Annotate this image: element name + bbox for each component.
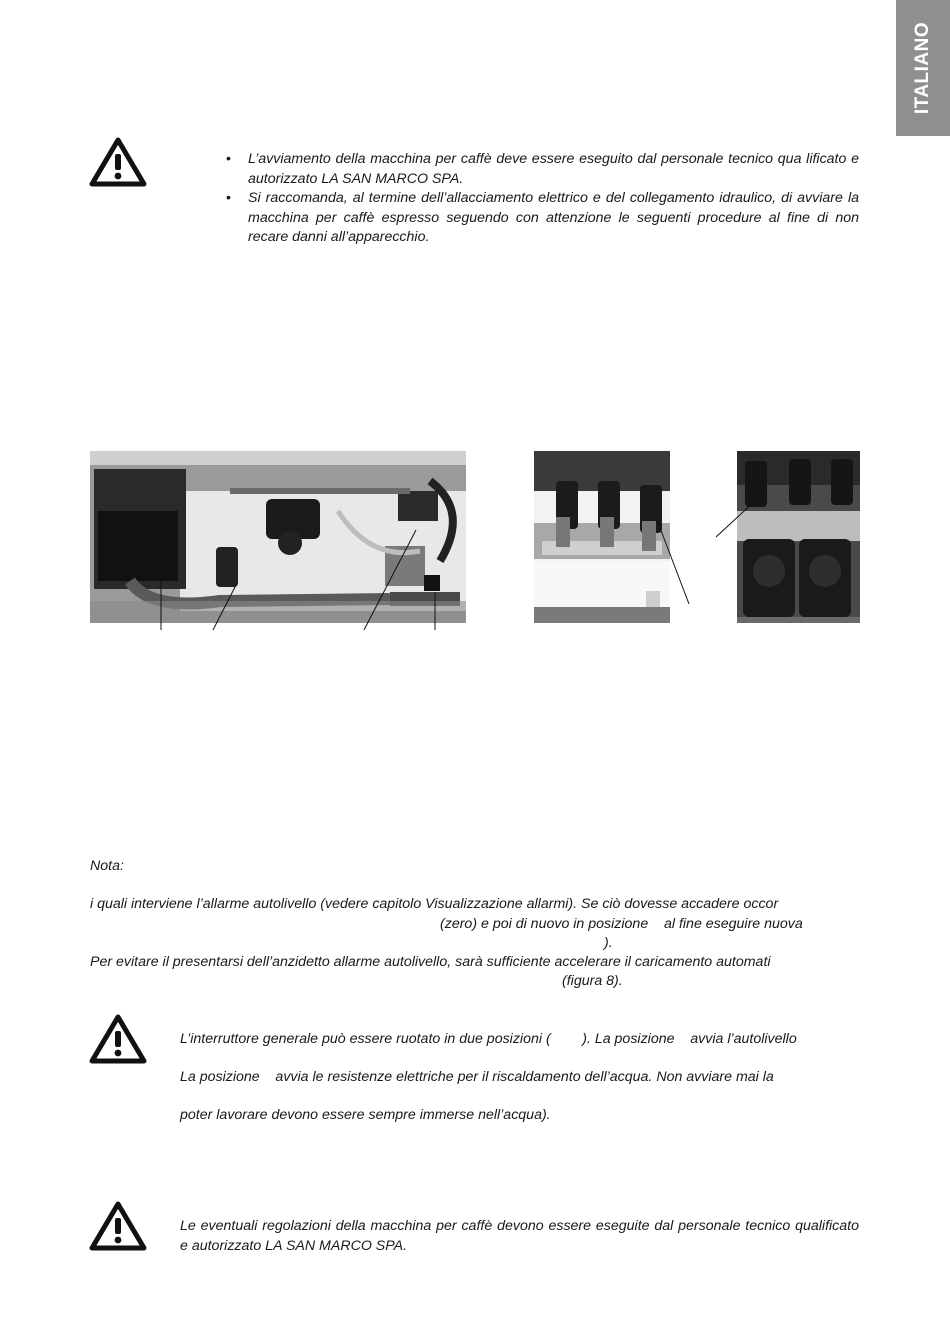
switch-warning-line: La posizione avvia le resistenze elettriche per il riscaldamento dell’acqua. Non avviare mai la xyxy=(180,1069,774,1085)
adjustment-warning-text: Le eventuali regolazioni della macchina per caffè devono essere eseguite dal personale tecnico qualificato e autorizzato LA SAN MARCO SPA. xyxy=(180,1218,859,1254)
note-line: (figura 8). xyxy=(562,973,623,989)
warning-triangle-icon xyxy=(89,1201,147,1251)
switch-warning-line: poter lavorare devono essere sempre immerse nell’acqua). xyxy=(180,1107,551,1123)
note-label: Nota: xyxy=(90,858,124,874)
note-line: Per evitare il presentarsi dell’anzidetto allarme autolivello, sarà sufficiente accelerare il caricamento automati xyxy=(90,954,771,970)
language-tab-label: ITALIANO xyxy=(912,21,933,115)
switch-warning-line: L’interruttore generale può essere ruotato in due posizioni ( ). La posizione avvia l’autolivello xyxy=(180,1031,797,1047)
note-line: ). xyxy=(604,935,613,951)
note-line: (zero) e poi di nuovo in posizione al fine eseguire nuova xyxy=(440,916,803,932)
list-item: • L’avviamento della macchina per caffè deve essere eseguito dal personale tecnico qua lificato e autorizzato LA SAN MARCO SPA. xyxy=(226,150,859,189)
list-item: • Si raccomanda, al termine dell’allacciamento elettrico e del collegamento idraulico, di avviare la macchina per caffè espresso seguendo con attenzione le seguenti procedure al fine di non recare danni all’apparecchio. xyxy=(226,189,859,248)
warning-triangle-icon xyxy=(89,1014,147,1064)
note-line: i quali interviene l’allarme autolivello (vedere capitolo Visualizzazione allarmi). Se ciò dovesse accadere occor xyxy=(90,896,779,912)
